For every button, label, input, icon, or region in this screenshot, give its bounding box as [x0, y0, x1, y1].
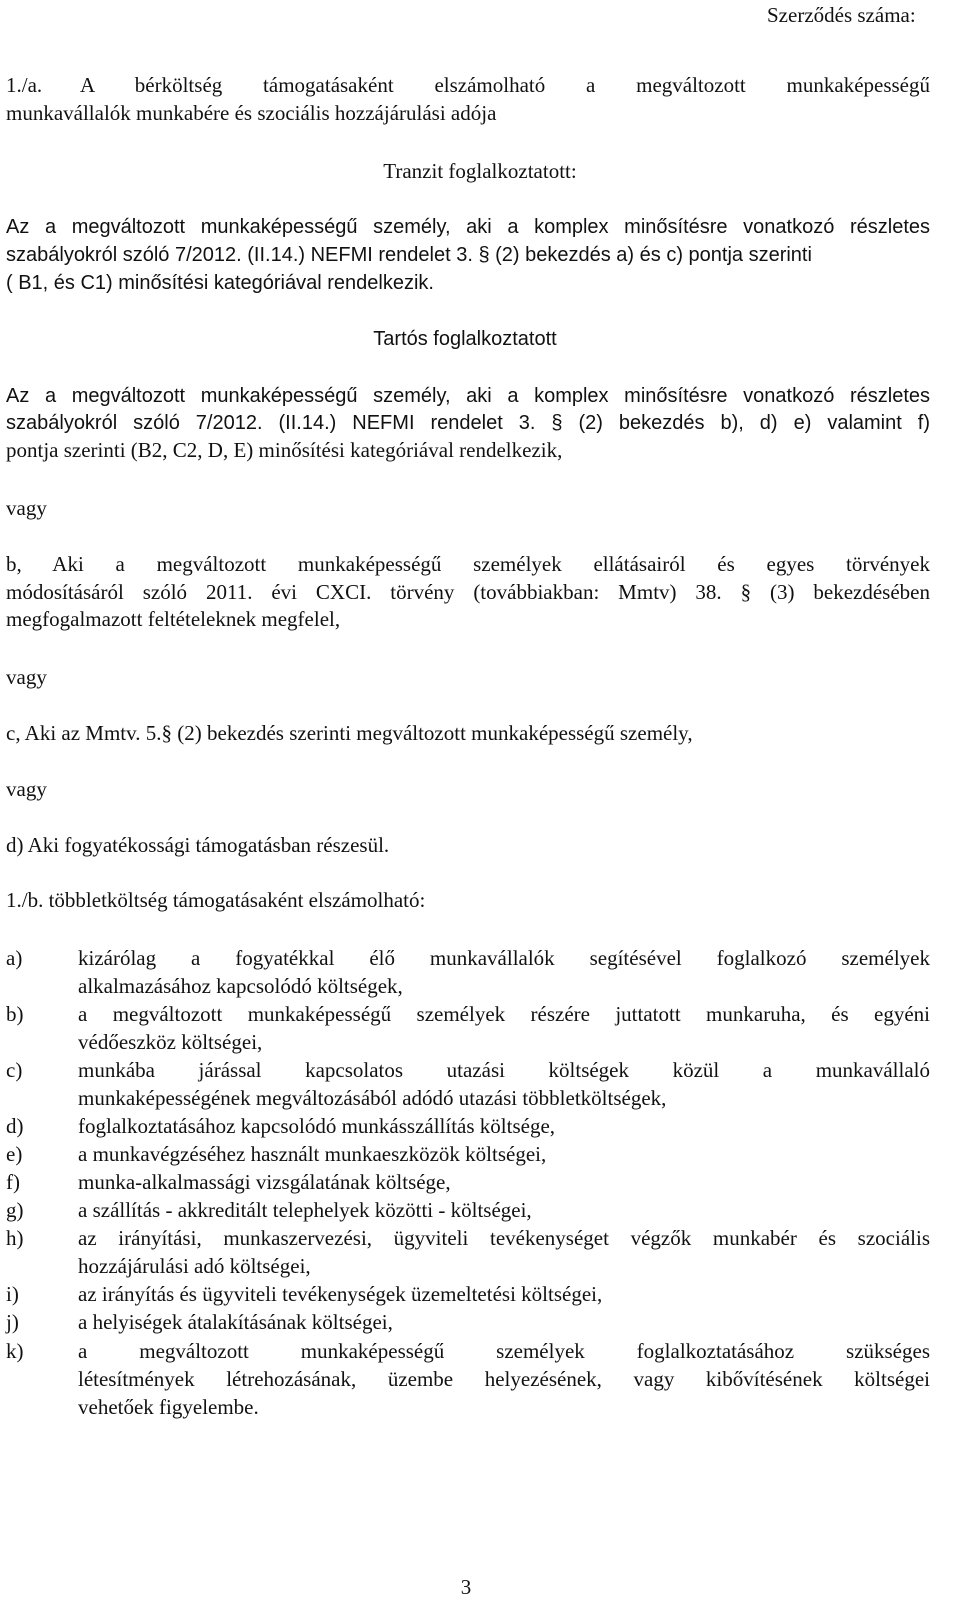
list-label: j) [6, 1310, 19, 1334]
tranzit-heading: Tranzit foglalkoztatott: [383, 159, 577, 183]
para-c: c, Aki az Mmtv. 5.§ (2) bekezdés szerinti megváltozott munkaképességű személy, [6, 721, 693, 745]
tartos-line3: pontja szerinti (B2, C2, D, E) minősítési kategóriával rendelkezik, [6, 438, 563, 462]
list-text-line: létesítmények létrehozásának, üzembe helyezésének, vagy kibővítésének költségei [78, 1367, 930, 1391]
section-1a-title-line2: munkavállalók munkabére és szociális hozzájárulási adója [6, 101, 497, 125]
list-label: c) [6, 1058, 23, 1082]
tartos-heading: Tartós foglalkoztatott [373, 328, 557, 350]
list-text-line: foglalkoztatásához kapcsolódó munkásszállítás költsége, [78, 1114, 556, 1138]
list-text-line: a megváltozott munkaképességű személyek részére juttatott munkaruha, és egyéni [78, 1002, 930, 1026]
list-text-line: a helyiségek átalakításának költségei, [78, 1310, 393, 1334]
list-text-line: munka-alkalmassági vizsgálatának költsége, [78, 1170, 451, 1194]
list-text-line: védőeszköz költségei, [78, 1030, 263, 1054]
tranzit-line1: Az a megváltozott munkaképességű személy, aki a komplex minősítésre vonatkozó részletes [6, 216, 930, 238]
list-label: i) [6, 1282, 19, 1306]
tartos-line2: szabályokról szóló 7/2012. (II.14.) NEFMI rendelet 3. § (2) bekezdés b), d) e) valamint f) [6, 412, 930, 434]
tartos-line1: Az a megváltozott munkaképességű személy, aki a komplex minősítésre vonatkozó részletes [6, 385, 930, 407]
list-text-line: kizárólag a fogyatékkal élő munkavállalók segítésével foglalkozó személyek [78, 946, 930, 970]
list-text-line: alkalmazásához kapcsolódó költségek, [78, 974, 403, 998]
list-text-line: az irányítási, munkaszervezési, ügyviteli tevékenységet végzők munkabér és szociális [78, 1226, 930, 1250]
list-label: k) [6, 1339, 24, 1363]
vagy-2: vagy [6, 665, 47, 689]
vagy-3: vagy [6, 777, 47, 801]
list-label: d) [6, 1114, 24, 1138]
list-label: e) [6, 1142, 23, 1166]
list-text-line: az irányítás és ügyviteli tevékenységek üzemeltetési költségei, [78, 1282, 603, 1306]
para-b-line3: megfogalmazott feltételeknek megfelel, [6, 607, 341, 631]
section-1a-number: 1./a. [6, 73, 43, 97]
list-label: g) [6, 1198, 24, 1222]
page-number: 3 [460, 1575, 472, 1599]
tranzit-line3: ( B1, és C1) minősítési kategóriával rendelkezik. [6, 272, 434, 294]
list-text-line: munkába járással kapcsolatos utazási költségek közül a munkavállaló [78, 1058, 930, 1082]
list-label: a) [6, 946, 23, 970]
list-label: b) [6, 1002, 24, 1026]
para-d: d) Aki fogyatékossági támogatásban részesül. [6, 833, 390, 857]
list-label: f) [6, 1170, 20, 1194]
section-1b-heading: 1./b. többletköltség támogatásaként elszámolható: [6, 888, 426, 912]
para-b-line1: b, Aki a megváltozott munkaképességű személyek ellátásairól és egyes törvények [6, 552, 930, 576]
para-b-line2: módosításáról szóló 2011. évi CXCI. törvény (továbbiakban: Mmtv) 38. § (3) bekezdésében [6, 580, 930, 604]
tranzit-line2: szabályokról szóló 7/2012. (II.14.) NEFMI rendelet 3. § (2) bekezdés a) és c) pontja szerinti [6, 244, 812, 266]
list-text-line: vehetőek figyelembe. [78, 1395, 259, 1419]
list-text-line: a megváltozott munkaképességű személyek foglalkoztatásához szükséges [78, 1339, 930, 1363]
list-text-line: a szállítás - akkreditált telephelyek közötti - költségei, [78, 1198, 532, 1222]
list-text-line: a munkavégzéséhez használt munkaeszközök költségei, [78, 1142, 547, 1166]
list-text-line: munkaképességének megváltozásából adódó utazási többletköltségek, [78, 1086, 667, 1110]
contract-number-label: Szerződés száma: [767, 3, 916, 27]
section-1a-title-line1: A bérköltség támogatásaként elszámolható a megváltozott munkaképességű [80, 73, 930, 97]
list-label: h) [6, 1226, 24, 1250]
list-text-line: hozzájárulási adó költségei, [78, 1254, 311, 1278]
vagy-1: vagy [6, 496, 47, 520]
